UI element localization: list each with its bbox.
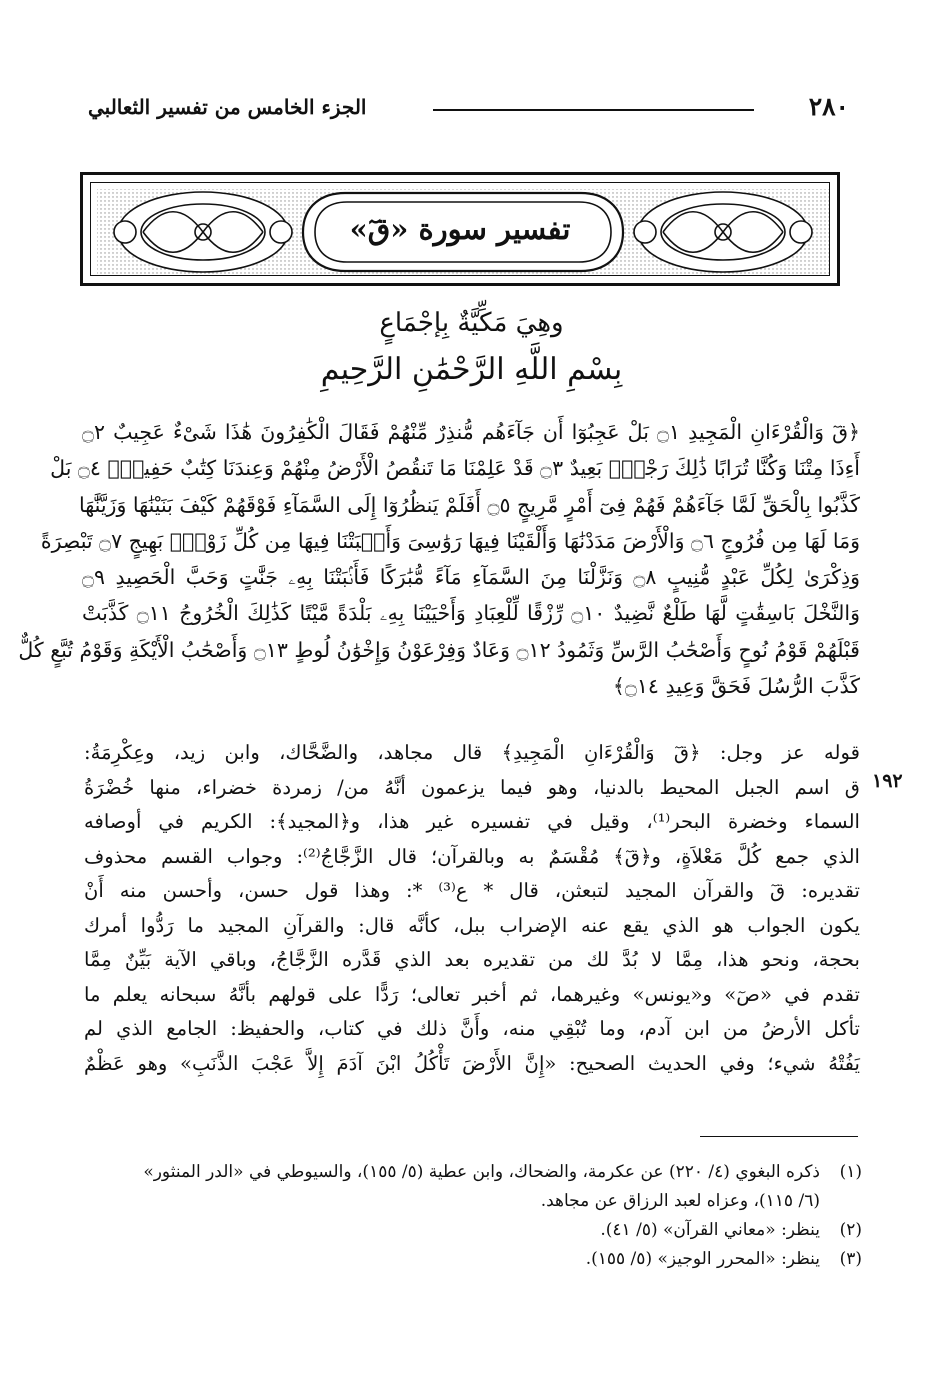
running-title: الجزء الخامس من تفسير الثعالبي [88, 95, 367, 119]
footnote-text: ينظر: «معاني القرآن» (٥/ ٤١). [600, 1220, 820, 1240]
commentary-text [84, 736, 860, 1081]
commentary-line: بحجة، ونحو هذا، مِمَّا لا بُدَّ لك من تقديره بعد الذي قَدَّره الزَّجَّاجُ، وباقي الآية بَيِّنٌ مِمَّا [84, 948, 860, 971]
footnote-separator [700, 1136, 858, 1137]
header-rule [433, 109, 754, 111]
footnote [84, 1245, 862, 1274]
quran-line: كَذَّبُوا بِالْحَقِّ لَمَّا جَآءَهُمْ فَهُمْ فِىٓ أَمْرٍ مَّرِيجٍ ۝٥ أَفَلَمْ يَنظُرُوٓا إِلَى السَّمَآءِ فَوْقَهُمْ كَيْفَ بَنَيْنَٰهَا وَزَيَّنَّٰهَا [78, 492, 860, 517]
footnote [84, 1216, 862, 1245]
footnote-text: (٦/ ١١٥)، وعزاه لعبد الرزاق عن مجاهد. [540, 1191, 820, 1211]
running-header [88, 92, 849, 128]
commentary-line: قوله عز وجل: ﴿قٓ وَالْقُرْءَانِ الْمَجِيدِ﴾ قال مجاهد، والضَّحَّاك، وابن زيد، وعِكْرِمَةُ: [84, 741, 860, 764]
quran-line: وَذِكْرَىٰ لِكُلِّ عَبْدٍ مُّنِيبٍ ۝٨ وَنَزَّلْنَا مِنَ السَّمَآءِ مَآءً مُّبَٰرَكًا فَأَنۢبَتْنَا بِهِۦ جَنَّٰتٍ وَحَبَّ الْحَصِيدِ ۝٩ [82, 565, 860, 590]
quran-line: ﴿قٓ وَالْقُرْءَانِ الْمَجِيدِ ۝١ بَلْ عَجِبُوٓا أَن جَآءَهُم مُّنذِرٌ مِّنْهُمْ فَقَالَ الْكَٰفِرُونَ هَٰذَا شَىْءٌ عَجِيبٌ ۝٢ [82, 420, 860, 444]
commentary-line: تقديره: قٓ والقرآن المجيد لتبعثن، قال * ع⁽³⁾ *: وهذا قول حسن، وأحسن منه أَنْ [84, 879, 860, 902]
sura-banner [80, 172, 840, 286]
commentary-line: الذي جمع كُلَّ مَعْلاَةٍ، و﴿قٓ﴾ مُقْسَمٌ به وبالقرآن؛ قال الزَّجَّاجُ⁽²⁾: وجواب القسم محذوف [84, 844, 860, 868]
footnote-text: ذكره البغوي (٤/ ٢٢٠) عن عكرمة، والضحاك، وابن عطية (٥/ ١٥٥)، والسيوطي في «الدر المنثور» [143, 1162, 820, 1182]
footnote-text: ينظر: «المحرر الوجيز» (٥/ ١٥٥). [585, 1249, 820, 1269]
revelation-note: وهِيَ مَكِّيَّةٌ بِإجْمَاعٍ [379, 308, 564, 338]
commentary-line: يَفُتْهُ شيء؛ وفي الحديث الصحيح: «إِنَّ الأَرْضَ تَأْكُلُ ابْنَ آدَمَ إِلاَّ عَجْبَ الذَّنَبِ» وهو عَظْمٌ [84, 1051, 860, 1075]
sura-title: تفسير سورة «قٓ» [349, 212, 571, 246]
commentary-line: السماء وخضرة البحر⁽¹⁾، وقيل في تفسيره غير هذا، و﴿المجيد﴾: الكريم في أوصافه [84, 810, 861, 833]
basmala: بِسْمِ اللَّهِ الرَّحْمَٰنِ الرَّحِيمِ [320, 352, 623, 387]
quran-line: وَالنَّخْلَ بَاسِقَٰتٍ لَّهَا طَلْعٌ نَّضِيدٌ ۝١٠ رِّزْقًا لِّلْعِبَادِ وَأَحْيَيْنَا بِهِۦ بَلْدَةً مَّيْتًا كَذَٰلِكَ الْخُرُوجُ ۝١١ كَذَّبَتْ [82, 601, 860, 626]
quran-line: كَذَّبَ الرُّسُلَ فَحَقَّ وَعِيدِ ۝١٤﴾ [612, 674, 860, 699]
quran-text-block [18, 414, 860, 704]
footnote-number: (٣) [839, 1249, 862, 1269]
quran-line: وَمَا لَهَا مِن فُرُوجٍ ۝٦ وَالْأَرْضَ مَدَدْنَٰهَا وَأَلْقَيْنَا فِيهَا رَوَٰسِىَ وَأَنۢبَتْنَا فِيهَا مِن كُلِّ زَوْجٍۢ بَهِيجٍ ۝٧ تَبْصِرَةً [40, 528, 860, 553]
commentary-line: تأكل الأرضُ من ابن آدم، وما تُبْقِي منه، وأَنَّ ذلك في كتاب، والحفيظ: الجامع الذي لم [84, 1017, 860, 1040]
page-number: ٢٨٠ [808, 92, 849, 121]
footnote [84, 1158, 862, 1216]
footnote-number: (٢) [839, 1220, 862, 1240]
quran-line: أَءِذَا مِتْنَا وَكُنَّا تُرَابًا ذَٰلِكَ رَجْعٌۢ بَعِيدٌ ۝٣ قَدْ عَلِمْنَا مَا تَنقُصُ الْأَرْضُ مِنْهُمْ وَعِندَنَا كِتَٰبٌ حَفِيظٌۢ ۝٤ بَلْ [50, 456, 860, 481]
commentary-line: ق اسم الجبل المحيط بالدنيا، وهو فيما يزعمون أنَّهُ من/ زمردة خضراء، منها خُضْرَةُ [84, 775, 860, 799]
footnote-number: (١) [839, 1162, 862, 1182]
quran-line: قَبْلَهُمْ قَوْمُ نُوحٍ وَأَصْحَٰبُ الرَّسِّ وَثَمُودُ ۝١٢ وَعَادٌ وَفِرْعَوْنُ وَإِخْوَٰنُ لُوطٍ ۝١٣ وَأَصْحَٰبُ الْأَيْكَةِ وَقَوْمُ تُبَّعٍ كُلٌّ [18, 637, 860, 662]
manuscript-folio-number: ١٩٢ [872, 770, 903, 792]
commentary-line: تقدم في «صٓ» و«يونس» وغيرهما، ثم أخبر تعالى؛ رَدًّا على قولهم بأنَّهُ سبحانه يعلم ما [84, 982, 860, 1006]
commentary-line: يكون الجواب هو الذي يقع عنه الإضراب ببل، كأنَّه قال: والقرآنِ المجيد ما رَدُّوا أمرك [84, 913, 860, 937]
footnotes [84, 1158, 862, 1274]
